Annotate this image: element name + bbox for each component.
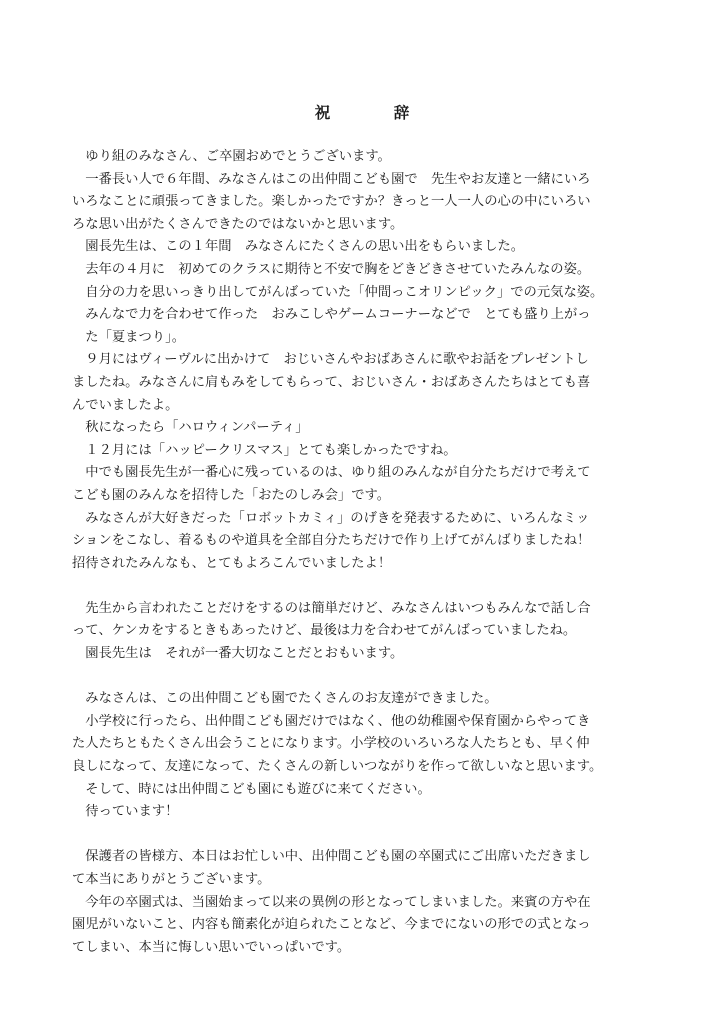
text-line: 自分の力を思いっきり出してがんばっていた「仲間っこオリンピック」での元気な姿。 [72,284,604,300]
text-line: 秋になったら「ハロウィンパーティ」 [72,420,309,436]
text-line: みんなで力を合わせて作った おみこしやゲームコーナーなどで とても盛り上がっ [72,307,591,323]
paragraph-gap [72,575,660,598]
text-line: 一番長い人で６年間、みなさんはこの出仲間こども園で 先生やお友達と一緒にいろ [72,171,591,187]
text-line: 園長先生は それが一番大切なことだとおもいます。 [72,646,404,662]
text-line: て本当にありがとうございます。 [72,872,271,887]
text-line: って、ケンカをするときもあったけど、最後は力を合わせてがんばっていましたね。 [72,623,577,639]
text-line: 園長先生は、この１年間 みなさんにたくさんの思い出をもらいました。 [72,239,525,255]
text-line: １２月には「ハッピークリスマス」とても楽しかったですね。 [72,442,457,458]
text-line: 先生から言われたことだけをするのは簡単だけど、みなさんはいつもみんなで話し合 [72,600,591,616]
text-line: ９月にはヴィーヴルに出かけて おじいさんやおばあさんに歌やお話をプレゼントし [72,352,589,368]
text-line: 去年の４月に 初めてのクラスに期待と不安で胸をどきどきさせていたみんなの姿。 [72,261,591,277]
text-line: ろな思い出がたくさんできたのではないかと思います。 [72,216,404,232]
paragraph-gap [72,666,660,689]
text-line: 園児がいないこと、内容も簡素化が迫られたことなど、今までにないの形での式となっ [72,917,591,933]
text-line: 中でも園長先生が一番心に残っているのは、ゆり組のみんなが自分たちだけで考えて [72,465,591,481]
text-line: た人たちともたくさん出会うことになります。小学校のいろいろな人たちとも、早く仲 [72,736,590,752]
text-line: こども園のみんなを招待した「おたのしみ会」です。 [72,487,391,503]
text-line: 小学校に行ったら、出仲間こども園だけではなく、他の幼稚園や保育園からやってき [72,713,591,729]
text-line: いろなことに頑張ってきました。楽しかったですか？きっと一人一人の心の中にいろい [72,194,591,210]
speech-body [72,146,660,959]
text-line: 待っています！ [72,804,179,820]
text-line: てしまい、本当に悔しい思いでいっぱいです。 [72,939,351,955]
text-line: 保護者の皆様方、本日はお忙しい中、出仲間こども園の卒園式にご出席いただきまし [72,849,591,865]
text-line: た「夏まつり」。 [72,329,186,345]
text-line: みなさんが大好きだった「ロボットカミィ」のげきを発表するために、いろんなミッ [72,510,590,526]
paragraph-gap [72,824,660,847]
text-line: 招待されたみんなも、とてもよろこんでいましたよ！ [72,555,392,571]
text-line: んでいましたよ。 [72,397,179,413]
text-line: 良しになって、友達になって、たくさんの新しいつながりを作って欲しいなと思います。 [72,759,603,775]
page-title: 祝 辞 [314,103,434,122]
text-line: ゆり組のみなさん、ご卒園おめでとうございます。 [72,149,391,164]
text-line: 今年の卒園式は、当園始まって以来の異例の形となってしまいました。来賓の方や在 [72,894,591,910]
text-line: ションをこなし、着るものや道具を全部自分たちだけで作り上げてがんばりましたね！ [72,533,591,549]
text-line: ましたね。みなさんに肩もみをしてもらって、おじいさん・おばあさんたちはとても喜 [72,374,591,390]
text-line: みなさんは、この出仲間こども園でたくさんのお友達ができました。 [72,691,498,707]
text-line: そして、時には出仲間こども園にも遊びに来てください。 [72,781,431,797]
